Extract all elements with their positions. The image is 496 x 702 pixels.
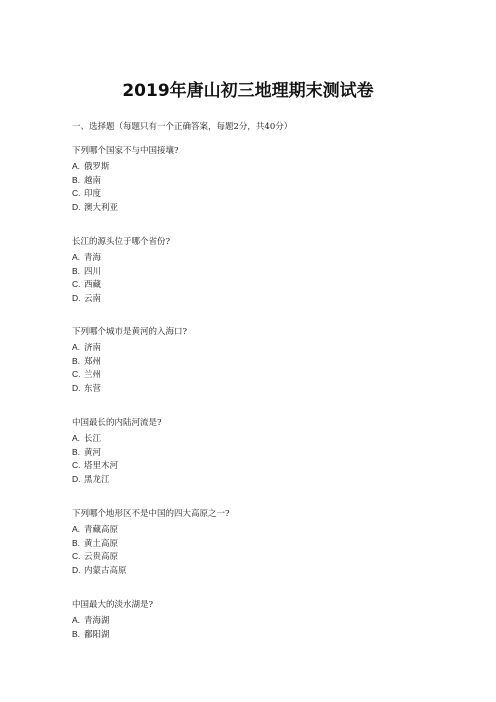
option-d: D. 云南	[72, 292, 102, 304]
option-a: A. 青藏高原	[72, 524, 119, 535]
option-a: A. 青海	[72, 252, 102, 263]
question-block	[72, 145, 179, 214]
option-c: C. 印度	[72, 188, 102, 199]
question-block	[72, 508, 230, 577]
option-d: D. 内蒙古高原	[72, 564, 127, 576]
question-stem: 下列哪个城市是黄河的入海口?	[72, 327, 188, 337]
question-stem: 长江的源头位于哪个省份?	[72, 237, 171, 247]
question-block	[72, 236, 170, 305]
option-a: A. 俄罗斯	[72, 161, 110, 172]
question-block	[72, 599, 153, 641]
option-a: A. 长江	[72, 433, 102, 444]
option-d: D. 黑龙江	[72, 473, 110, 485]
question-stem: 中国最长的内陆河流是?	[72, 418, 162, 428]
option-b: B. 黄河	[72, 446, 102, 458]
question-stem: 下列哪个国家不与中国接壤?	[72, 146, 179, 156]
option-c: C. 兰州	[72, 369, 102, 380]
option-c: C. 云贵高原	[72, 551, 119, 562]
option-b: B. 黄土高原	[72, 537, 119, 549]
option-b: B. 四川	[72, 265, 102, 277]
page-title: 2019年唐山初三地理期末测试卷	[122, 81, 374, 101]
option-c: C. 塔里木河	[72, 460, 119, 471]
question-block	[72, 417, 162, 486]
question-stem: 中国最大的淡水湖是?	[72, 600, 154, 610]
option-a: A. 青海湖	[72, 615, 110, 626]
option-a: A. 济南	[72, 342, 102, 353]
section-heading: 一、选择题（每题只有一个正确答案，每题2分，共40分）	[72, 122, 293, 132]
question-stem: 下列哪个地形区不是中国的四大高原之一?	[72, 509, 230, 519]
option-b: B. 鄱阳湖	[72, 628, 110, 640]
option-b: B. 越南	[72, 174, 102, 186]
option-d: D. 东营	[72, 382, 102, 394]
option-b: B. 郑州	[72, 355, 102, 367]
option-d: D. 澳大利亚	[72, 201, 119, 213]
question-block	[72, 326, 187, 395]
option-c: C. 西藏	[72, 279, 102, 290]
